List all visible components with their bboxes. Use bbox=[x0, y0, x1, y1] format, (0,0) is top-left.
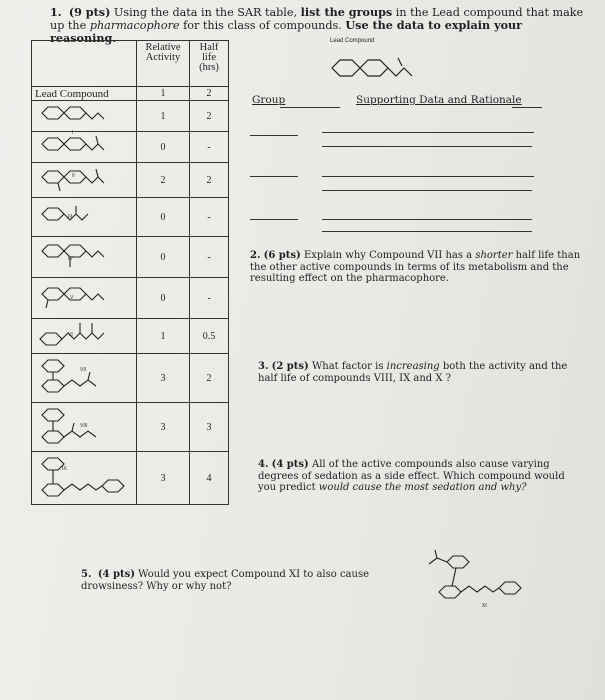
compound-viii-structure bbox=[32, 354, 136, 402]
q3-text-b: both the activity and the half life of compounds VIII, IX and X ? bbox=[258, 361, 568, 384]
compound-iv-cell bbox=[32, 198, 137, 237]
q1-points: (9 pts) bbox=[68, 5, 111, 19]
table-row bbox=[32, 319, 229, 354]
compound-ii-activity: 0 bbox=[137, 132, 190, 163]
q1-number: 1. bbox=[50, 5, 62, 19]
compound-vi-cell bbox=[32, 278, 137, 319]
compound-v-half-life: - bbox=[190, 237, 229, 278]
compound-i-half-life: 2 bbox=[190, 101, 229, 132]
header-relative-activity bbox=[137, 41, 190, 87]
rationale-blank-1b[interactable] bbox=[322, 146, 532, 147]
header-relative-line2: Activity bbox=[145, 52, 181, 63]
q2-label: 2. bbox=[250, 250, 261, 261]
table-row bbox=[32, 132, 229, 163]
compound-x-half-life: 4 bbox=[190, 452, 229, 505]
compound-ix-activity: 3 bbox=[137, 403, 190, 452]
compound-vi-half-life: - bbox=[190, 278, 229, 319]
group-blank-2[interactable] bbox=[250, 176, 298, 177]
q4-points: (4 pts) bbox=[271, 459, 309, 470]
compound-v-structure bbox=[32, 237, 136, 277]
lead-row-activity: 1 bbox=[137, 87, 190, 101]
q4-italic: would cause the most sedation and why? bbox=[318, 482, 527, 493]
table-row bbox=[32, 101, 229, 132]
q1-text-a: Using the data in the SAR table, bbox=[110, 6, 301, 19]
q1-italic-a: pharmacophore bbox=[89, 19, 180, 32]
rationale-blank-1a[interactable] bbox=[322, 132, 534, 133]
rationale-blank-2b[interactable] bbox=[322, 190, 532, 191]
lead-row-label: Lead Compound bbox=[32, 87, 137, 101]
roman-ix: IX bbox=[62, 466, 67, 472]
q1-text-b: in the Lead compound that make up the bbox=[50, 6, 584, 32]
compound-i-activity: 1 bbox=[137, 101, 190, 132]
compound-viii-half-life: 2 bbox=[190, 354, 229, 403]
compound-vii-structure bbox=[32, 319, 136, 353]
q5-points: (4 pts) bbox=[97, 569, 135, 580]
header-half-life bbox=[190, 41, 229, 87]
header-relative-line1: Relative bbox=[145, 42, 181, 53]
group-blank-1[interactable] bbox=[250, 135, 298, 136]
q5-label: 5. bbox=[81, 569, 92, 580]
compound-viii-activity: 3 bbox=[137, 354, 190, 403]
header-half-line3: (hrs) bbox=[199, 62, 219, 73]
question-4 bbox=[258, 459, 576, 494]
compound-vi-activity: 0 bbox=[137, 278, 190, 319]
roman-i: I bbox=[72, 130, 74, 136]
table-row bbox=[32, 452, 229, 505]
compound-iii-cell bbox=[32, 163, 137, 198]
table-row bbox=[32, 403, 229, 452]
compound-iv-structure bbox=[32, 198, 136, 236]
compound-ii-half-life: - bbox=[190, 132, 229, 163]
table-row bbox=[32, 354, 229, 403]
question-5 bbox=[81, 569, 431, 592]
compound-vi-structure bbox=[32, 278, 136, 318]
compound-ii-cell bbox=[32, 132, 137, 163]
roman-vi: VI bbox=[68, 332, 73, 338]
compound-ii-structure bbox=[32, 132, 136, 162]
roman-iv: IV bbox=[68, 256, 73, 262]
compound-vii-cell bbox=[32, 319, 137, 354]
group-header-rule bbox=[280, 107, 340, 108]
q2-points: (6 pts) bbox=[263, 250, 301, 261]
table-row bbox=[32, 198, 229, 237]
rationale-blank-3a[interactable] bbox=[322, 219, 532, 220]
q5-text-a: Would you expect Compound XI to also cause drowsiness? Why or why not? bbox=[81, 569, 369, 592]
sar-table bbox=[31, 40, 229, 505]
lead-compound-structure bbox=[318, 46, 418, 90]
rationale-header: Supporting Data and Rationale bbox=[356, 94, 522, 106]
compound-viii-cell bbox=[32, 354, 137, 403]
compound-v-cell bbox=[32, 237, 137, 278]
group-header: Group bbox=[252, 94, 286, 106]
lead-compound-caption: Lead Compound bbox=[330, 38, 375, 44]
compound-i-structure bbox=[32, 101, 136, 131]
roman-vii: VII bbox=[80, 367, 87, 373]
rationale-blank-3b[interactable] bbox=[322, 231, 532, 232]
rationale-blank-2a[interactable] bbox=[322, 176, 534, 177]
q2-text-b: half life than the other active compounds in terms of its metabolism and the resulting effect on the pharmacophore. bbox=[250, 250, 581, 284]
q1-text-c: for this class of compounds. bbox=[179, 19, 346, 32]
compound-v-activity: 0 bbox=[137, 237, 190, 278]
compound-xi-label: XI bbox=[482, 603, 487, 609]
compound-x-structure bbox=[32, 452, 136, 504]
compound-iii-activity: 2 bbox=[137, 163, 190, 198]
group-blank-3[interactable] bbox=[250, 219, 298, 220]
q3-text-a: What factor is bbox=[308, 361, 387, 372]
question-2 bbox=[250, 250, 595, 285]
roman-viii: VIII bbox=[80, 423, 88, 429]
compound-i-cell bbox=[32, 101, 137, 132]
compound-iv-activity: 0 bbox=[137, 198, 190, 237]
compound-x-cell bbox=[32, 452, 137, 505]
roman-ii: II bbox=[72, 173, 75, 179]
q4-label: 4. bbox=[258, 459, 269, 470]
compound-vii-activity: 1 bbox=[137, 319, 190, 354]
roman-v: V bbox=[70, 295, 74, 301]
table-row bbox=[32, 278, 229, 319]
header-blank bbox=[32, 41, 137, 87]
compound-iii-structure bbox=[32, 163, 136, 197]
compound-vii-half-life: 0.5 bbox=[190, 319, 229, 354]
q4-text-a: All of the active compounds also cause varying degrees of sedation as a side effect. Which compound would you predict bbox=[258, 459, 565, 493]
q3-italic: increasing bbox=[386, 361, 440, 372]
header-half-line1: Half bbox=[199, 42, 219, 53]
q2-text-a: Explain why Compound VII has a bbox=[300, 250, 476, 261]
q2-italic: shorter bbox=[475, 250, 513, 261]
compound-ix-half-life: 3 bbox=[190, 403, 229, 452]
q3-points: (2 pts) bbox=[271, 361, 309, 372]
table-row bbox=[32, 163, 229, 198]
q1-bold-a: list the groups bbox=[300, 5, 393, 19]
compound-iv-half-life: - bbox=[190, 198, 229, 237]
rationale-header-rule bbox=[512, 107, 542, 108]
table-row bbox=[32, 237, 229, 278]
question-3 bbox=[258, 361, 576, 384]
lead-row-half-life: 2 bbox=[190, 87, 229, 101]
compound-x-activity: 3 bbox=[137, 452, 190, 505]
roman-iii: III bbox=[68, 214, 73, 220]
q1-bold-b: Use the data to explain your reasoning. bbox=[50, 18, 523, 45]
q3-label: 3. bbox=[258, 361, 269, 372]
header-half-line2: life bbox=[202, 52, 216, 63]
compound-iii-half-life: 2 bbox=[190, 163, 229, 198]
